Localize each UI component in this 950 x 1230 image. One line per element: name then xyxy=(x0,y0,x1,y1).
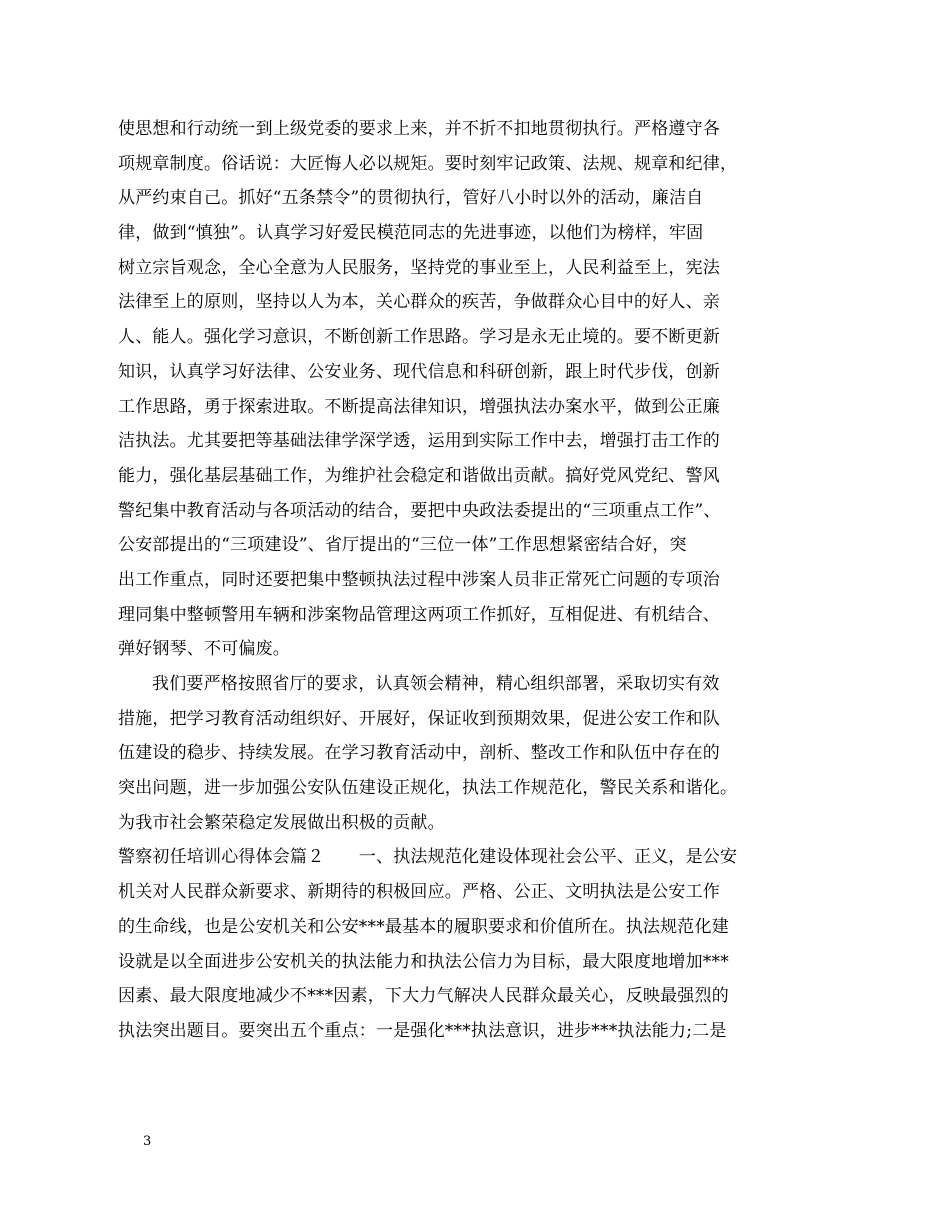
text-line: 为我市社会繁荣稳定发展做出积极的贡献。 xyxy=(118,812,445,833)
text-line: 执法突出题目。要突出五个重点：一是强化***执法意识，进步***执法能力;二是 xyxy=(118,1020,727,1041)
text-line: 使思想和行动统一到上级党委的要求上来，并不折不扣地贯彻执行。严格遵守各 xyxy=(118,119,720,139)
text-line: 律，做到“慎独”。认真学习好爱民模范同志的先进事迹，以他们为榜样，牢固 xyxy=(118,223,704,244)
text-line: 突出问题，进一步加强公安队伍建设正规化，执法工作规范化，警民关系和谐化。 xyxy=(118,778,738,799)
text-line: 项规章制度。俗话说：大匠悔人必以规矩。要时刻牢记政策、法规、规章和纪律， xyxy=(118,153,738,174)
text-line: 设就是以全面进步公安机关的执法能力和执法公信力为目标，最大限度地增加*** xyxy=(118,951,729,972)
text-line: 的生命线，也是公安机关和公安***最基本的履职要求和价值所在。执法规范化建 xyxy=(118,916,729,937)
section-heading-line: 警察初任培训心得体会篇２ 一、执法规范化建设体现社会公平、正义，是公安 xyxy=(118,847,738,868)
paragraph-start-line: 我们要严格按照省厅的要求，认真领会精神，精心组织部署，采取切实有效 xyxy=(152,674,720,694)
text-line: 伍建设的稳步、持续发展。在学习教育活动中，剖析、整改工作和队伍中存在的 xyxy=(118,743,720,764)
text-line: 机关对人民群众新要求、新期待的积极回应。严格、公正、文明执法是公安工作 xyxy=(118,882,720,903)
text-line: 公安部提出的“三项建设”、省厅提出的“三位一体”工作思想紧密结合好，突 xyxy=(118,535,687,556)
text-line: 因素、最大限度地减少不***因素，下大力气解决人民群众最关心，反映最强烈的 xyxy=(118,986,729,1007)
text-line: 能力，强化基层基础工作，为维护社会稳定和谐做出贡献。搞好党风党纪、警风 xyxy=(118,465,720,486)
text-line: 措施，把学习教育活动组织好、开展好，保证收到预期效果，促进公安工作和队 xyxy=(118,708,720,729)
text-line: 知识，认真学习好法律、公安业务、现代信息和科研创新，跟上时代步伐，创新 xyxy=(118,361,720,382)
text-line: 洁执法。尤其要把等基础法律学深学透，运用到实际工作中去，增强打击工作的 xyxy=(118,431,720,452)
text-line: 树立宗旨观念，全心全意为人民服务，坚持党的事业至上，人民利益至上，宪法 xyxy=(118,257,720,278)
text-line: 警纪集中教育活动与各项活动的结合，要把中央政法委提出的“三项重点工作”、 xyxy=(118,500,721,521)
text-line: 弹好钢琴、不可偏废。 xyxy=(118,639,290,660)
text-line: 工作思路，勇于探索进取。不断提高法律知识，增强执法办案水平，做到公正廉 xyxy=(118,396,720,417)
text-line: 人、能人。强化学习意识，不断创新工作思路。学习是永无止境的。要不断更新 xyxy=(118,327,720,348)
text-line: 从严约束自己。抓好“五条禁令”的贯彻执行，管好八小时以外的活动，廉洁自 xyxy=(118,188,704,209)
page-number: 3 xyxy=(143,1134,152,1149)
text-line: 法律至上的原则，坚持以人为本，关心群众的疾苦，争做群众心目中的好人、亲 xyxy=(118,292,720,313)
text-line: 出工作重点，同时还要把集中整顿执法过程中涉案人员非正常死亡问题的专项治 xyxy=(118,569,720,590)
text-line: 理同集中整顿警用车辆和涉案物品管理这两项工作抓好，互相促进、有机结合、 xyxy=(118,604,720,625)
document-body xyxy=(118,112,838,1049)
